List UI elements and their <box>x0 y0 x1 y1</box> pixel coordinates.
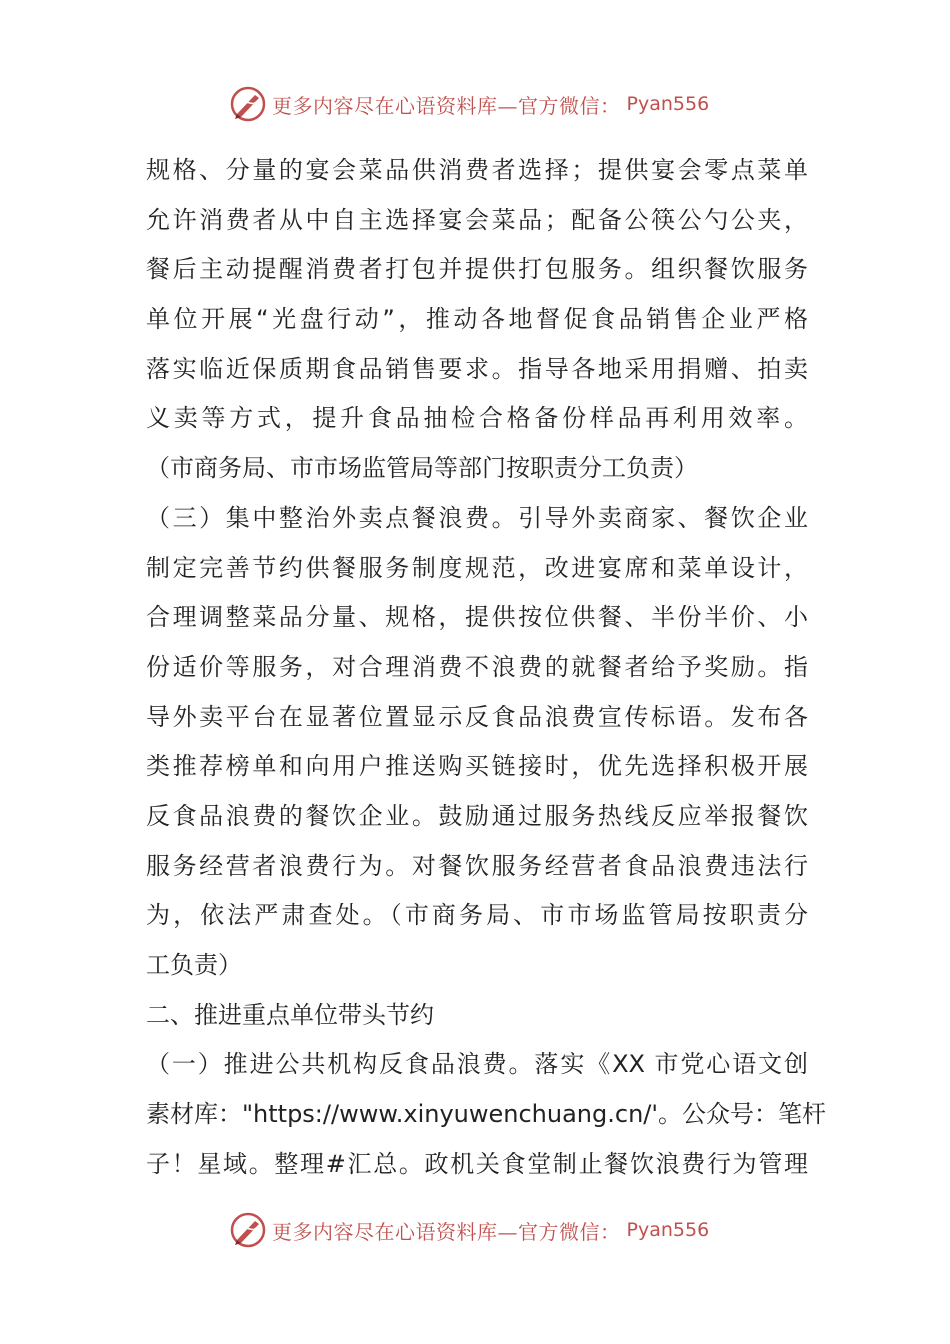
text-line: 规格、分量的宴会菜品供消费者选择；提供宴会零点菜单 <box>146 156 808 184</box>
text-line: 素材库："https://www.xinyuwenchuang.cn/'。公众号：笔杆 <box>146 1100 826 1129</box>
header-banner <box>228 84 728 124</box>
text-line: 制定完善节约供餐服务制度规范，改进宴席和菜单设计， <box>146 553 808 582</box>
document-body <box>146 146 826 1189</box>
pen-logo-icon <box>228 84 268 124</box>
banner-text: 更多内容尽在心语资料库—官方微信： <box>272 93 621 118</box>
banner-wechat-id: Pyan556 <box>626 93 710 115</box>
banner-wechat-id: Pyan556 <box>626 1219 710 1241</box>
pen-logo-icon <box>228 1210 268 1250</box>
text-line: 落实临近保质期食品销售要求。指导各地采用捐赠、拍卖 <box>146 354 808 383</box>
text-line: （一）推进公共机构反食品浪费。落实《XX 市党心语文创 <box>146 1050 808 1079</box>
text-line: 导外卖平台在显著位置显示反食品浪费宣传标语。发布各 <box>146 702 808 731</box>
text-line: 份适价等服务，对合理消费不浪费的就餐者给予奖励。指 <box>146 652 808 681</box>
text-line: 餐后主动提醒消费者打包并提供打包服务。组织餐饮服务 <box>146 255 808 284</box>
text-line: 工负责） <box>146 951 242 979</box>
text-line: 类推荐榜单和向用户推送购买链接时，优先选择积极开展 <box>146 752 808 781</box>
section-heading: 二、推进重点单位带头节约 <box>146 1000 434 1029</box>
text-line: （三）集中整治外卖点餐浪费。引导外卖商家、餐饮企业 <box>146 503 808 532</box>
text-line: 反食品浪费的餐饮企业。鼓励通过服务热线反应举报餐饮 <box>146 801 808 830</box>
text-line: 允许消费者从中自主选择宴会菜品；配备公筷公勺公夹， <box>146 205 808 234</box>
text-line: 为，依法严肃查处。（市商务局、市市场监管局按职责分 <box>146 901 808 930</box>
footer-banner <box>228 1210 728 1250</box>
text-line: 服务经营者浪费行为。对餐饮服务经营者食品浪费违法行 <box>146 851 808 880</box>
banner-text: 更多内容尽在心语资料库—官方微信： <box>272 1219 621 1244</box>
text-line: 子！星域。整理#汇总。政机关食堂制止餐饮浪费行为管理 <box>146 1149 808 1178</box>
text-line: 单位开展“光盘行动”，推动各地督促食品销售企业严格 <box>146 305 808 334</box>
text-line: 义卖等方式，提升食品抽检合格备份样品再利用效率。 <box>146 404 808 433</box>
text-line: 合理调整菜品分量、规格，提供按位供餐、半份半价、小 <box>146 603 808 632</box>
text-line: （市商务局、市市场监管局等部门按职责分工负责） <box>146 454 698 483</box>
